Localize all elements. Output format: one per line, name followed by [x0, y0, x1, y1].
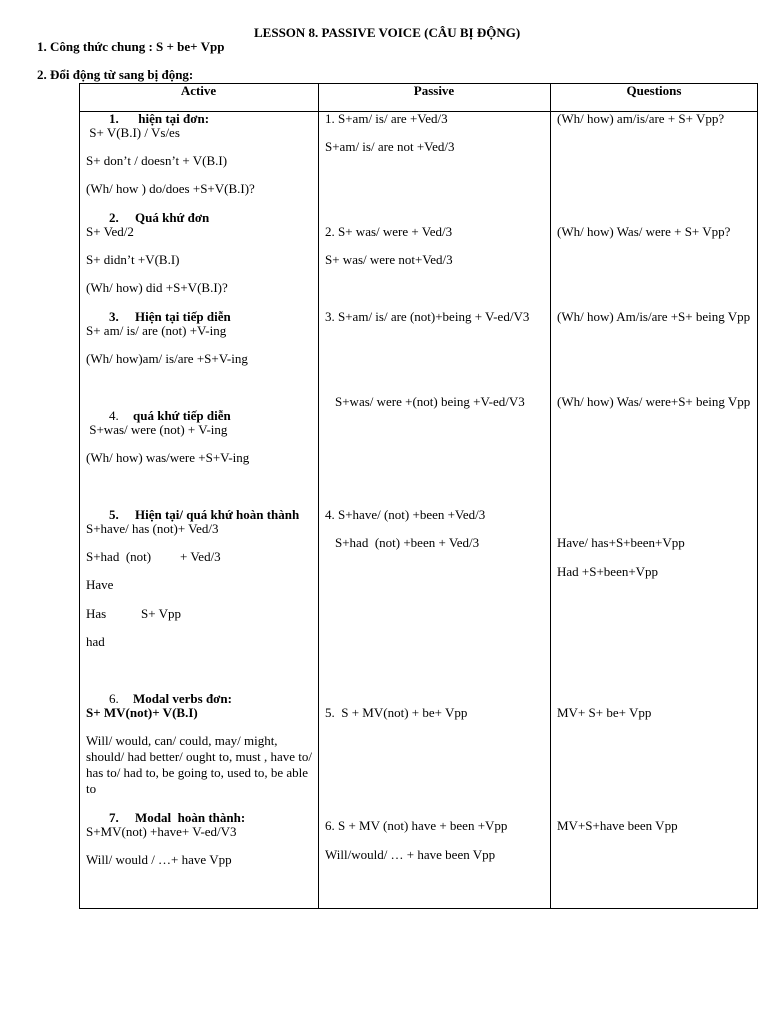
column-header-questions: Questions: [626, 83, 682, 98]
active-formula: S+have/ has (not)+ Ved/3: [86, 521, 219, 536]
active-formula: S+ am/ is/ are (not) +V-ing: [86, 323, 227, 338]
passive-formula: 4. S+have/ (not) +been +Ved/3: [325, 507, 486, 522]
active-formula: had: [86, 634, 105, 649]
modal-verbs-list: Will/ would, can/ could, may/ might, should/ had better/ ought to, must , have to/ has to/ had to, be going to, used to, be able to: [86, 733, 313, 796]
column-divider: [550, 83, 551, 909]
question-formula: Had +S+been+Vpp: [557, 564, 659, 579]
question-formula: (Wh/ how) Was/ were + S+ Vpp?: [557, 224, 731, 239]
active-formula: S+ didn’t +V(B.I): [86, 252, 180, 267]
lesson-title: LESSON 8. PASSIVE VOICE (CÂU BỊ ĐỘNG): [254, 25, 521, 40]
active-formula: (Wh/ how) was/were +S+V-ing: [86, 450, 250, 465]
passive-formula: S+had (not) +been + Ved/3: [335, 535, 480, 550]
active-formula: S+MV(not) +have+ V-ed/V3: [86, 824, 237, 839]
active-formula: S+ Vpp: [141, 606, 181, 621]
active-formula: S+ V(B.I) / Vs/es: [86, 125, 180, 140]
active-formula: (Wh/ how) did +S+V(B.I)?: [86, 280, 228, 295]
passive-formula: Will/would/ … + have been Vpp: [325, 847, 496, 862]
column-header-active: Active: [180, 83, 217, 98]
active-formula: Will/ would / …+ have Vpp: [86, 852, 232, 867]
passive-formula: 2. S+ was/ were + Ved/3: [325, 224, 453, 239]
passive-formula: S+was/ were +(not) being +V-ed/V3: [335, 394, 525, 409]
active-section-number: 4.: [109, 408, 119, 423]
question-formula: (Wh/ how) Was/ were+S+ being Vpp: [557, 394, 751, 409]
passive-formula: S+am/ is/ are not +Ved/3: [325, 139, 455, 154]
active-formula: S+ don’t / doesn’t + V(B.I): [86, 153, 228, 168]
active-section-title: Modal verbs đơn:: [133, 691, 232, 706]
section-heading-convert: 2. Đổi động từ sang bị động:: [37, 67, 194, 82]
passive-formula: S+ was/ were not+Ved/3: [325, 252, 453, 267]
question-formula: MV+ S+ be+ Vpp: [557, 705, 652, 720]
active-section-number: 6.: [109, 691, 119, 706]
active-formula: + Ved/3: [180, 549, 221, 564]
passive-formula: 1. S+am/ is/ are +Ved/3: [325, 111, 448, 126]
active-formula: (Wh/ how ) do/does +S+V(B.I)?: [86, 181, 255, 196]
active-formula: S+had (not): [86, 549, 152, 564]
passive-formula: 6. S + MV (not) have + been +Vpp: [325, 818, 508, 833]
active-section-title: 1. hiện tại đơn:: [109, 111, 210, 126]
active-formula: S+was/ were (not) + V-ing: [86, 422, 228, 437]
active-formula: Has: [86, 606, 107, 621]
active-section-title: quá khứ tiếp diễn: [133, 408, 231, 423]
active-section-title: 7. Modal hoàn thành:: [109, 810, 246, 825]
active-formula: (Wh/ how)am/ is/are +S+V-ing: [86, 351, 248, 366]
question-formula: MV+S+have been Vpp: [557, 818, 678, 833]
question-formula: (Wh/ how) Am/is/are +S+ being Vpp: [557, 309, 751, 324]
active-section-title: 2. Quá khứ đơn: [109, 210, 210, 225]
passive-formula: 5. S + MV(not) + be+ Vpp: [325, 705, 468, 720]
active-formula: S+ Ved/2: [86, 224, 134, 239]
question-formula: (Wh/ how) am/is/are + S+ Vpp?: [557, 111, 725, 126]
passive-formula: 3. S+am/ is/ are (not)+being + V-ed/V3: [325, 309, 530, 324]
section-heading-formula: 1. Công thức chung : S + be+ Vpp: [37, 39, 225, 54]
active-formula: S+ MV(not)+ V(B.I): [86, 705, 198, 720]
question-formula: Have/ has+S+been+Vpp: [557, 535, 685, 550]
column-divider: [318, 83, 319, 909]
active-section-title: 5. Hiện tại/ quá khứ hoàn thành: [109, 507, 300, 522]
active-formula: Have: [86, 577, 114, 592]
column-header-passive: Passive: [413, 83, 455, 98]
active-section-title: 3. Hiện tại tiếp diễn: [109, 309, 231, 324]
